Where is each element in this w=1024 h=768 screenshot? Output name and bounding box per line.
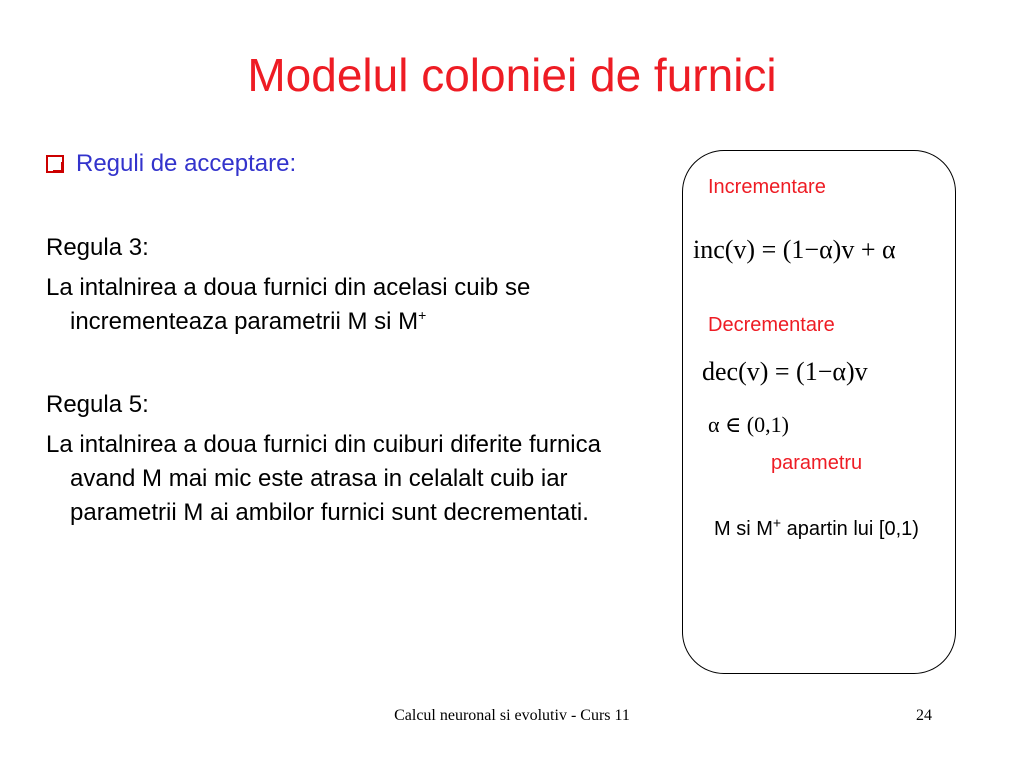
rule5-text: La intalnirea a doua furnici din cuiburi diferite furnica avand M mai mic este atrasa in celalalt cuib iar parametrii M ai ambilor furnici sunt decrementati. <box>46 431 601 526</box>
bullet-heading <box>46 150 296 178</box>
note-suffix: apartin lui [0,1) <box>781 518 919 540</box>
rule3-body: La intalnirea a doua furnici din acelasi cuib se incrementeaza parametrii M si M <box>46 274 531 335</box>
rule5-heading: Regula 5: <box>46 391 149 418</box>
parametru-label: parametru <box>771 452 863 474</box>
decrement-formula: dec(v) = (1−α)v <box>702 357 868 386</box>
rule3-heading: Regula 3: <box>46 234 149 261</box>
range-note <box>714 515 944 543</box>
note-superscript: + <box>772 514 782 531</box>
bullet-text: Reguli de acceptare: <box>76 150 297 177</box>
rule3-superscript: + <box>418 307 427 323</box>
increment-formula: inc(v) = (1−α)v + α <box>693 235 896 264</box>
footer-course: Calcul neuronal si evolutiv - Curs 11 <box>394 707 630 724</box>
page-number: 24 <box>916 707 932 724</box>
checkbox-bullet-icon <box>46 155 64 173</box>
rule3-text <box>46 271 660 339</box>
slide-title: Modelul coloniei de furnici <box>247 49 777 101</box>
note-prefix: M si M <box>714 518 773 540</box>
incrementare-label: Incrementare <box>708 176 826 198</box>
decrementare-label: Decrementare <box>708 314 835 336</box>
alpha-range-formula: α ∈ (0,1) <box>708 412 789 437</box>
